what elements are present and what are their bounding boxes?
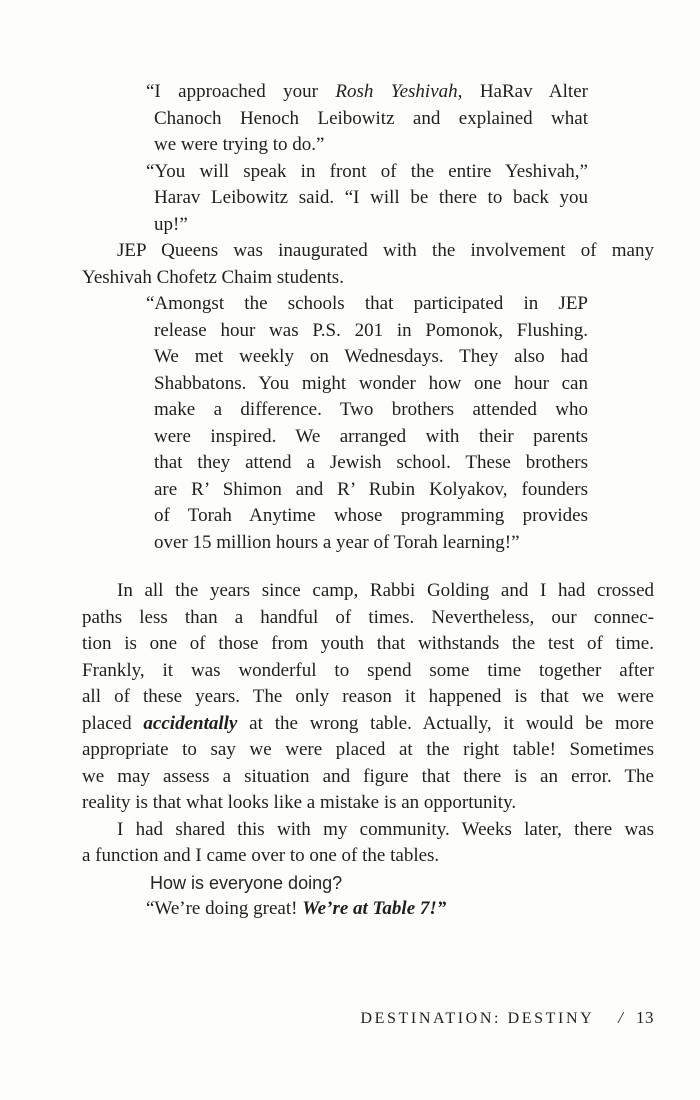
- text-line: are R’ Shimon and R’ Rubin Kolyakov, founders: [154, 478, 588, 500]
- text-segment: placed: [82, 712, 144, 734]
- text-segment: , HaRav Alter: [457, 81, 588, 102]
- paragraph-3: [82, 817, 654, 870]
- text-line: [146, 79, 588, 106]
- italic-term: Rosh Yeshivah: [335, 81, 458, 102]
- block-quote-1: [146, 79, 588, 238]
- text-line: Harav Leibowitz said. “I will be there to back you: [154, 187, 588, 208]
- text-segment: “We’re doing great!: [146, 898, 303, 919]
- text-line: I had shared this with my community. Weeks later, there was: [117, 818, 654, 840]
- text-line: make a difference. Two brothers attended who: [154, 399, 588, 420]
- text-line: We met weekly on Wednesdays. They also had: [154, 346, 588, 367]
- page-footer: [82, 1008, 654, 1028]
- footer-separator: /: [618, 1008, 623, 1027]
- text-line: appropriate to say we were placed at the right table! Sometimes: [82, 739, 654, 760]
- text-line: were inspired. We arranged with their parents: [154, 425, 588, 447]
- text-segment: “I approached your: [146, 81, 336, 102]
- page-number: 13: [636, 1008, 654, 1027]
- running-footer-title: DESTINATION: DESTINY: [360, 1010, 595, 1027]
- page-content: [82, 79, 654, 923]
- dialogue-answer-line: [146, 896, 654, 923]
- dialogue: [82, 870, 654, 923]
- bold-italic-phrase: accidentally: [143, 712, 238, 734]
- bold-italic-phrase: We’re at Table 7!”: [302, 898, 447, 919]
- paragraph-1: [82, 238, 654, 291]
- dialogue-question-line: How is everyone doing?: [150, 872, 343, 893]
- text-line: Chanoch Henoch Leibowitz and explained what: [154, 107, 588, 129]
- text-line: Shabbatons. You might wonder how one hour can: [154, 372, 588, 394]
- text-line: we were trying to do.”: [154, 134, 325, 155]
- text-line: a function and I came over to one of the tables.: [82, 845, 440, 866]
- block-quote-2: [146, 291, 588, 556]
- text-line: we may assess a situation and figure that there is an error. The: [82, 765, 654, 787]
- text-line: of Torah Anytime whose programming provides: [154, 505, 588, 526]
- text-line: Frankly, it was wonderful to spend some time together after: [82, 659, 654, 681]
- text-line: release hour was P.S. 201 in Pomonok, Flushing.: [154, 319, 588, 341]
- text-line: all of these years. The only reason it happened is that we were: [82, 686, 654, 707]
- text-line: up!”: [154, 213, 188, 235]
- paragraph-2: [82, 578, 654, 817]
- text-line: that they attend a Jewish school. These brothers: [154, 452, 588, 473]
- text-line: over 15 million hours a year of Torah learning!”: [154, 531, 520, 553]
- text-segment: at the wrong table. Actually, it would be more: [237, 712, 654, 734]
- text-line: JEP Queens was inaugurated with the involvement of many: [117, 240, 654, 261]
- text-line: “Amongst the schools that participated in JEP: [146, 293, 588, 314]
- text-line: [82, 711, 654, 738]
- text-line: “You will speak in front of the entire Yeshivah,”: [146, 160, 588, 182]
- text-line: In all the years since camp, Rabbi Golding and I had crossed: [117, 580, 654, 601]
- text-line: reality is that what looks like a mistake is an opportunity.: [82, 792, 517, 813]
- text-line: tion is one of those from youth that withstands the test of time.: [82, 633, 654, 654]
- text-line: Yeshivah Chofetz Chaim students.: [82, 266, 344, 288]
- text-line: paths less than a handful of times. Nevertheless, our connec-: [82, 606, 654, 628]
